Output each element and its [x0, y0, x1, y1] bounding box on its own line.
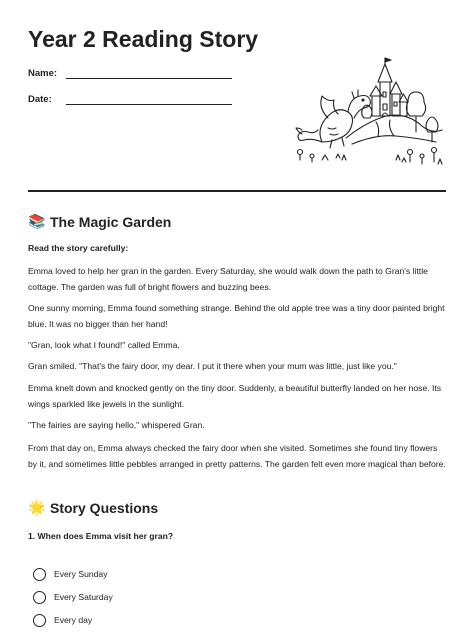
- option-label: Every Saturday: [54, 592, 113, 602]
- castle-icon: [370, 58, 408, 116]
- questions-heading: [28, 500, 158, 516]
- dragon-castle-illustration: [292, 52, 444, 170]
- radio-button[interactable]: [33, 591, 46, 604]
- radio-button[interactable]: [33, 568, 46, 581]
- header-divider: [28, 190, 446, 192]
- question-1-option-every-sunday[interactable]: [33, 567, 108, 581]
- name-field[interactable]: [66, 78, 232, 79]
- worksheet-title: Year 2 Reading Story: [28, 26, 259, 52]
- questions-heading-text: Story Questions: [50, 500, 159, 516]
- name-label: Name:: [28, 68, 58, 79]
- date-field[interactable]: [66, 104, 232, 105]
- star-icon: 🌟: [28, 500, 46, 516]
- story-paragraph: "Gran, look what I found!" called Emma.: [28, 340, 180, 350]
- story-paragraph: From that day on, Emma always checked the fairy door when she visited. Sometimes she found tiny flowers by it, and sometimes little pebbles arranged in pretty patterns. The garden felt even more magical than before.: [28, 443, 446, 469]
- option-label: Every Sunday: [54, 569, 108, 579]
- story-paragraph: One sunny morning, Emma found something strange. Behind the old apple tree was a tiny door painted bright blue. It was no bigger than her hand!: [28, 303, 445, 329]
- option-label: Every day: [54, 615, 93, 625]
- dragon-icon: [296, 90, 370, 148]
- flower-icon: [298, 148, 443, 165]
- story-paragraph: Emma knelt down and knocked gently on the tiny door. Suddenly, a beautiful butterfly landed on her nose. Its wings sparkled like jewels in the sunlight.: [28, 383, 442, 409]
- story-paragraph: Gran smiled. "That's the fairy door, my dear. I put it there when your mum was little, just like you.": [28, 361, 397, 371]
- question-1-option-every-day[interactable]: [33, 613, 92, 627]
- books-icon: 📚: [28, 214, 46, 230]
- date-label: Date:: [28, 94, 52, 105]
- question-1-text: 1. When does Emma visit her gran?: [28, 531, 174, 541]
- question-1-option-every-saturday[interactable]: [33, 590, 113, 604]
- story-paragraph: "The fairies are saying hello," whispered Gran.: [28, 420, 205, 430]
- story-heading: [28, 214, 171, 230]
- story-heading-text: The Magic Garden: [50, 214, 172, 230]
- story-paragraph: Emma loved to help her gran in the garden. Every Saturday, she would walk down the path to Gran's little cottage. The garden was full of bright flowers and buzzing bees.: [28, 266, 428, 292]
- radio-button[interactable]: [33, 614, 46, 627]
- story-instruction: Read the story carefully:: [28, 243, 129, 253]
